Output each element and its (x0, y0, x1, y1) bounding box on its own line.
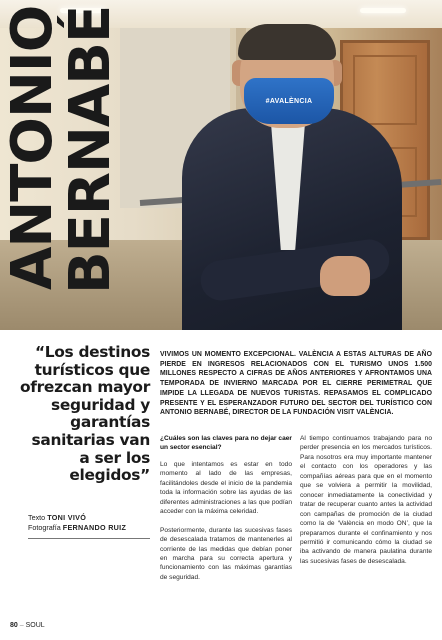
article-intro: VIVIMOS UN MOMENTO EXCEPCIONAL. VALÈNCIA A ESTAS ALTURAS DE AÑO PIERDE EN INGRESOS RELACIONADOS CON EL TURISMO UNOS 1.500 MILLONES RESPECTO A CIFRAS DE AÑOS ANTERIORES Y AFRONTAMOS UNA TEMPORADA DE INVIERNO MARCADA POR EL CIERRE PERIMETRAL QUE IMPIDE LA LLEGADA DE NUEVOS TURISTAS. REPASAMOS EL COMPLICADO PRESENTE Y EL ESPERANZADOR FUTURO DEL SECTOR DEL TURÍSTICO CON ANTONIO BERNABÉ, DIRECTOR DE LA FUNDACIÓN VISIT VALÈNCIA. (160, 351, 432, 417)
page-number: 80 (10, 622, 18, 629)
text-credit-label: Texto (28, 513, 46, 522)
answer-paragraph: Al tiempo continuamos trabajando para no perder presencia en los mercados turísticos. Para nosotros era muy importante mantener el contacto con los operadores y las compañías aéreas para que en el momento que se volviera a permitir la movilidad, conocer inmediatamente la conectividad y tratar de recuperar cuanto antes la actividad con campañas de promoción de la ciudad como la de ‘València en modo ON’, que la preparamos durante el confinamiento y nos permitió ir comunicando cómo la ciudad se iba activando de manera paulatina durante las sucesivas fases de desescalada. (300, 435, 432, 565)
pull-quote: “Los destinos turísticos que ofrezcan mayor seguridad y garantías sanitarias van a ser los elegidos” (19, 343, 150, 485)
face-mask (244, 78, 334, 124)
text-credit (28, 513, 126, 523)
name-line-first: ANTONIO (0, 6, 65, 291)
hand (320, 256, 370, 296)
article-column-2 (300, 434, 432, 575)
photo-credit (28, 523, 126, 533)
section-name: SOUL (25, 622, 45, 629)
person-figure (170, 20, 410, 330)
photo-credit-label: Fotografía (28, 523, 61, 532)
answer-paragraph: Posteriormente, durante las sucesivas fases de desescalada tratamos de mantenerles al corriente de las medidas que debían poner en marcha para su correcta apertura y funcionamiento con las máximas garantías de seguridad. (160, 526, 292, 581)
folio-separator: – (19, 622, 24, 629)
credit-divider (28, 538, 150, 539)
name-line-last: BERNABÉ (58, 6, 123, 295)
ceiling-light (360, 8, 406, 13)
answer-paragraph: Lo que intentamos es estar en todo momento al lado de las empresas, facilitándoles desde el inicio de la pandemia toda la información sobre las ayudas de las diferentes administraciones a las que podían acceder con la máxima celeridad. (160, 460, 292, 516)
mask-text: #AVALÈNCIA (265, 97, 313, 105)
page-folio (10, 622, 45, 629)
text-credit-author: TONI VIVÓ (47, 513, 87, 522)
vertical-name-title (0, 6, 128, 306)
interview-question: ¿Cuáles son las claves para no dejar caer un sector esencial? (160, 435, 292, 452)
hair (238, 24, 336, 60)
article-column-1 (160, 434, 292, 591)
photo-credit-author: FERNANDO RUIZ (62, 523, 127, 532)
credits (28, 513, 126, 533)
